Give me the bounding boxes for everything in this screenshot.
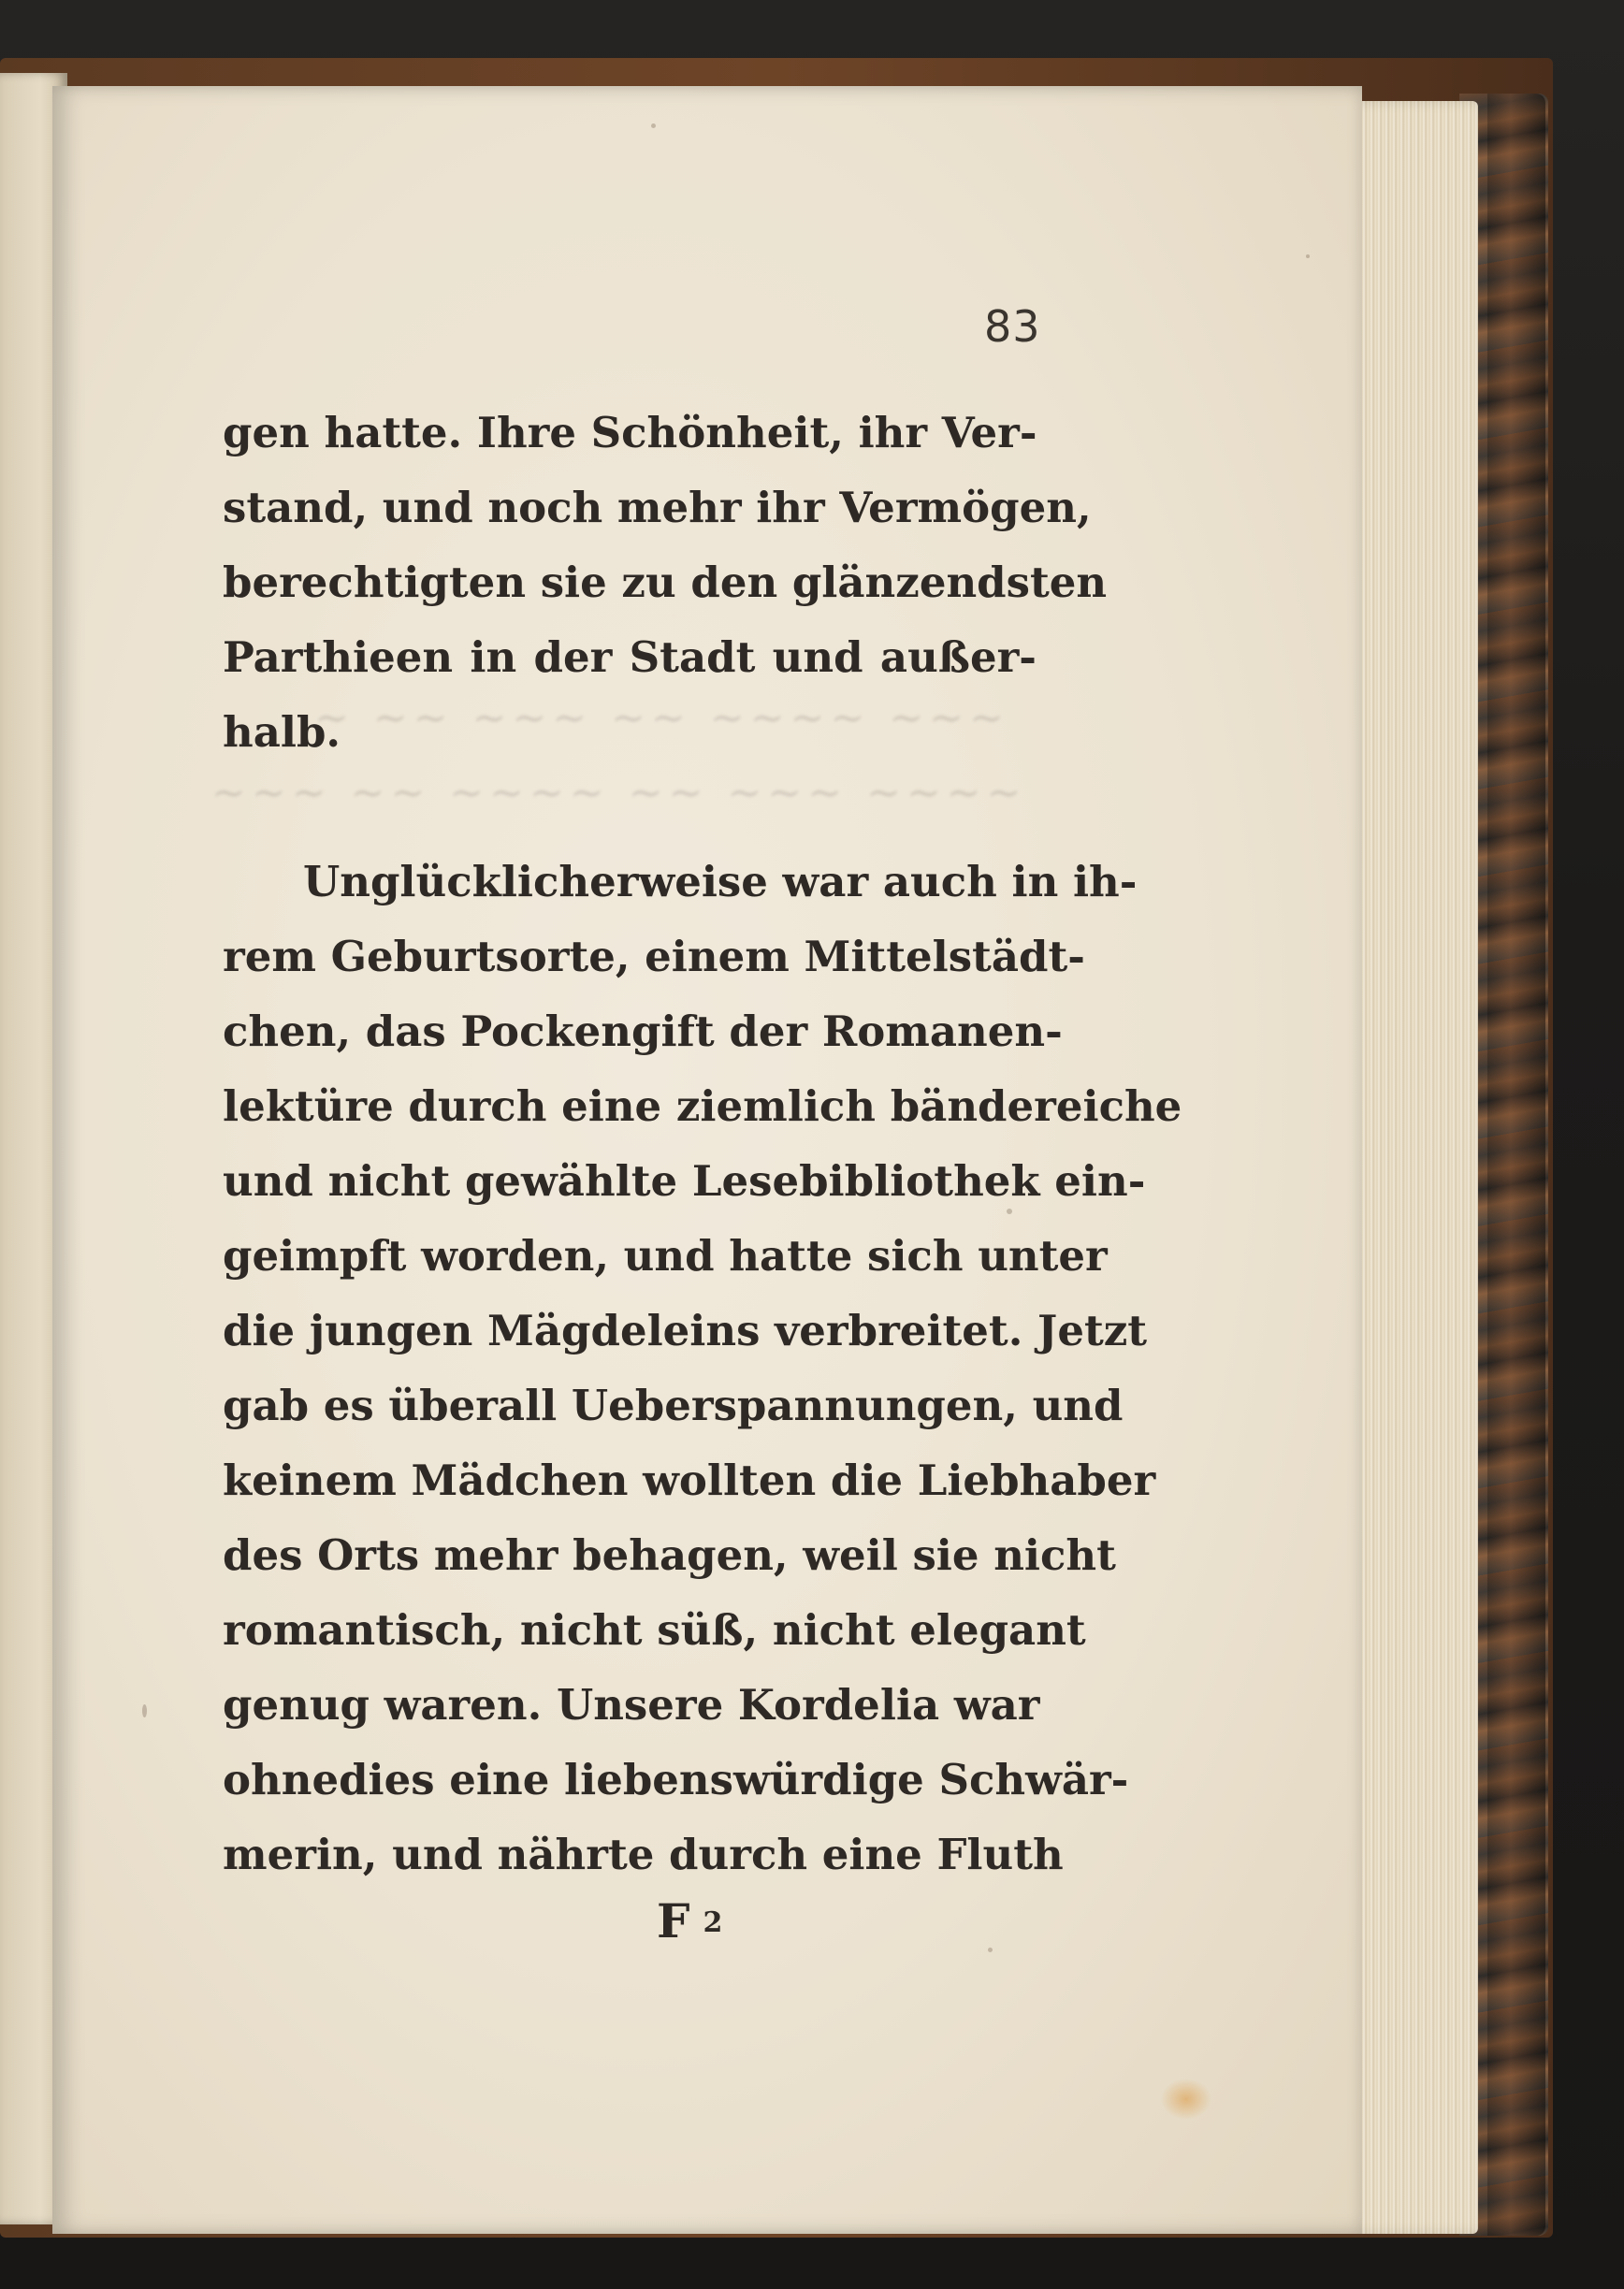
page-number: 83 <box>984 301 1041 352</box>
text-line: lektüre durch eine ziemlich bändereiche <box>223 1081 1182 1131</box>
text-line: gen hatte. Ihre Schönheit, ihr Ver- <box>223 408 1037 457</box>
paper-speck <box>1306 254 1310 258</box>
text-line: keinem Mädchen wollten die Liebhaber <box>223 1456 1156 1505</box>
text-line: chen, das Pockengift der Romanen- <box>223 1007 1063 1056</box>
text-line: genug waren. Unsere Kordelia war <box>223 1680 1040 1730</box>
signature-letter: F <box>657 1893 694 1949</box>
text-line: Unglücklicherweise war auch in ih- <box>303 857 1138 906</box>
text-line: ohnedies eine liebenswürdige Schwär- <box>223 1755 1129 1804</box>
text-line: berechtigten sie zu den glänzendsten <box>223 558 1108 607</box>
text-line: stand, und noch mehr ihr Vermögen, <box>223 483 1092 532</box>
cover-rim-shadow <box>1487 94 1545 2236</box>
paper-speck <box>988 1948 993 1952</box>
paper-speck <box>142 1704 147 1717</box>
bleed-through-marks: ~~~ ~~ ~~~~ ~~ ~~~ ~~~~ <box>211 769 1027 817</box>
signature-number: 2 <box>703 1906 727 1939</box>
text-line: Parthieen in der Stadt und außer- <box>223 632 1037 682</box>
text-line: romantisch, nicht süß, nicht elegant <box>223 1605 1086 1655</box>
text-line: merin, und nährte durch eine Fluth <box>223 1830 1064 1879</box>
text-line: rem Geburtsorte, einem Mittelstädt- <box>223 932 1085 981</box>
signature-mark <box>657 1893 726 1949</box>
bleed-through-marks: ~ ~~ ~~~ ~~ ~~~~ ~~~ <box>314 694 1009 742</box>
text-line: geimpft worden, und hatte sich unter <box>223 1231 1108 1281</box>
text-line: gab es überall Ueberspannungen, und <box>223 1381 1124 1430</box>
text-line: die jungen Mägdeleins verbreitet. Jetzt <box>223 1306 1148 1355</box>
text-line: halb. <box>223 707 341 757</box>
paper-speck <box>651 123 656 128</box>
text-line: und nicht gewählte Lesebibliothek ein- <box>223 1156 1146 1206</box>
paper-stain <box>1161 2079 1211 2120</box>
text-line: des Orts mehr behagen, weil sie nicht <box>223 1530 1116 1580</box>
